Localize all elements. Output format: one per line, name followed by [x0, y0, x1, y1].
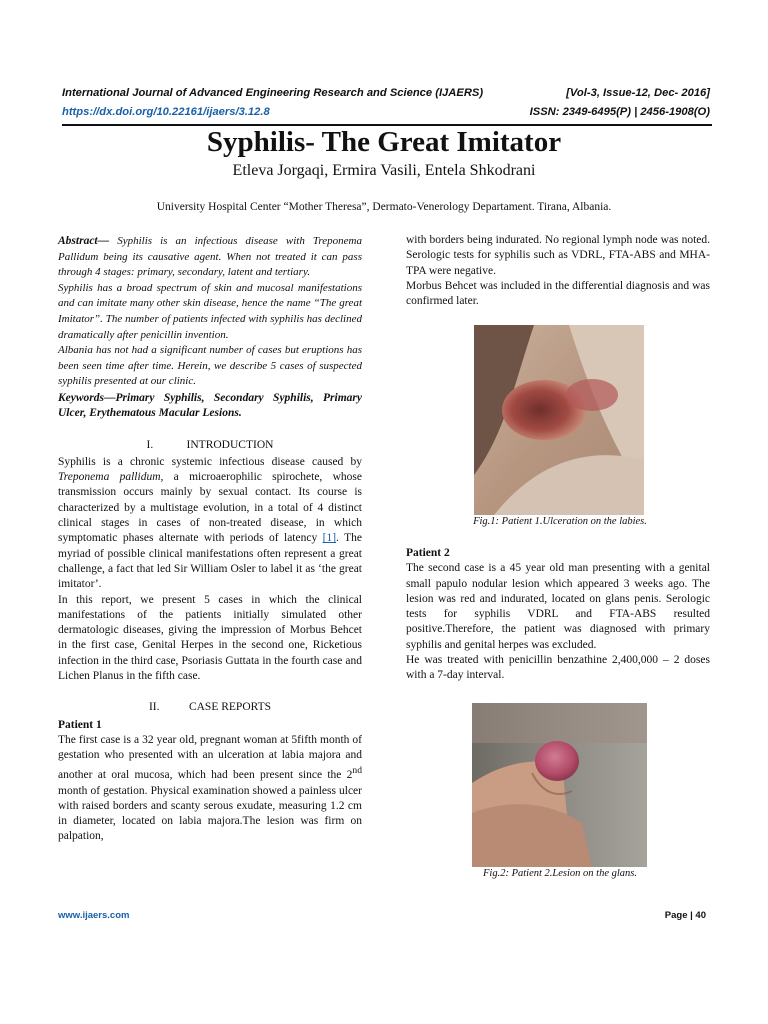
ordinal-suffix: nd — [352, 765, 362, 777]
section-heading-intro — [58, 438, 362, 453]
patient-2-treatment: He was treated with penicillin benzathine 2,400,000 – 2 doses with a 7-day interval. — [406, 654, 710, 682]
section-title: CASE REPORTS — [188, 701, 272, 714]
figure-2-image — [472, 703, 647, 867]
section-title: INTRODUCTION — [186, 438, 274, 451]
figure-2-caption: Fig.2: Patient 2.Lesion on the glans. — [483, 868, 637, 879]
volume-issue: [Vol-3, Issue-12, Dec- 2016] — [566, 87, 710, 99]
right-column-lower — [406, 546, 710, 684]
patient-text: month of gestation. Physical examination showed a painless ulcer with raised borders and scanty serous exudate, measuring 1.2 cm in diameter, located on labia majora.The lesion was firm on palpation, — [58, 784, 362, 843]
abstract-p1: Syphilis is an infectious disease with Treponema Pallidum being its causative agent. When not treated it can pass through 4 stages: primary, secondary, latent and tertiary. — [58, 235, 362, 279]
issn: ISSN: 2349-6495(P) | 2456-1908(O) — [529, 106, 710, 118]
patient-2-heading: Patient 2 — [406, 547, 450, 559]
section-heading-cases — [58, 700, 362, 715]
intro-text: , a microaerophilic spirochete, whose transmission occurs mainly by sexual contact. Its course is characterized by a multistage evolution, in a total of 4 distinct clinical stages in cases of non-treated disease, in which symptomatic phases alternate with periods of latency — [58, 471, 362, 545]
patient-1-differential: Morbus Behcet was included in the differential diagnosis and was confirmed later. — [406, 279, 710, 308]
abstract-p2: Syphilis has a broad spectrum of skin and mucosal manifestations and can imitate many other skin disease, hence the name “The great Imitator”. The number of patients infected with syphilis has declined dramatically after penicillin invention. — [58, 281, 362, 341]
abstract — [58, 234, 362, 390]
footer-page-number: Page | 40 — [664, 910, 706, 921]
intro-paragraph-1 — [58, 455, 362, 593]
abstract-lead: Abstract— — [58, 235, 110, 247]
doi-link[interactable]: https://dx.doi.org/10.22161/ijaers/3.12.8 — [62, 106, 270, 118]
patient-1-continuation: with borders being indurated. No regional lymph node was noted. Serologic tests for syphilis such as VDRL, FTA-ABS and MHA-TPA were negative. — [406, 234, 710, 277]
citation-link[interactable]: [1] — [322, 532, 337, 545]
figure-1-image — [474, 325, 644, 515]
section-number: I. — [146, 438, 154, 451]
footer-website-link[interactable]: www.ijaers.com — [58, 910, 130, 921]
authors: Etleva Jorgaqi, Ermira Vasili, Entela Shkodrani — [232, 162, 536, 179]
patient-2-paragraph: The second case is a 45 year old man presenting with a genital small papulo nodular lesion which appeared 3 weeks ago. The lesion was red and indurated, located on glans penis. Serologic tests for syphilis VDRL and FTA-ABS resulted positive.Therefore, the patient was diagnosed with primary syphilis and genital herpes was excluded. — [406, 562, 710, 651]
figure-1-caption: Fig.1: Patient 1.Ulceration on the labies. — [473, 516, 647, 527]
abstract-p3: Albania has not had a significant number of cases but eruptions has been seen time after time. Herein, we describe 5 cases of suspected syphilis presented at our clinic. — [58, 344, 362, 388]
intro-paragraph-2: In this report, we present 5 cases in which the clinical manifestations of the patients initially simulated other dermatologic diseases, giving the impression of Morbus Behcet in the first case, Genital Herpes in the second one, Ricketious infection in the third case, Psoriasis Guttata in the fourth case and Lichen Planus in the fifth case. — [58, 593, 362, 682]
intro-text: . The myriad of possible clinical manifestations often represent a great challenge, a fact that led Sir William Osler to label it as ‘the great imitator’. — [58, 532, 363, 591]
left-column — [58, 234, 362, 845]
journal-name: International Journal of Advanced Engineering Research and Science (IJAERS) — [62, 87, 484, 99]
patient-1-heading: Patient 1 — [58, 718, 102, 731]
affiliation: University Hospital Center “Mother Theresa”, Dermato-Venerology Departament. Tirana, Albania. — [156, 201, 612, 213]
patient-text: The first case is a 32 year old, pregnant woman at 5fifth month of gestation who presented with an ulceration at labia majora and another at oral mucosa, which had been present since the 2 — [58, 733, 362, 782]
right-column — [406, 233, 710, 309]
patient-1-paragraph — [58, 733, 362, 845]
paper-title: Syphilis- The Great Imitator — [206, 126, 562, 158]
keywords: Keywords—Primary Syphilis, Secondary Syphilis, Primary Ulcer, Erythematous Macular Lesions. — [58, 391, 362, 420]
species-name: Treponema pallidum — [58, 471, 161, 484]
section-number: II. — [148, 701, 160, 714]
intro-text: Syphilis is a chronic systemic infectious disease caused by — [58, 455, 362, 468]
